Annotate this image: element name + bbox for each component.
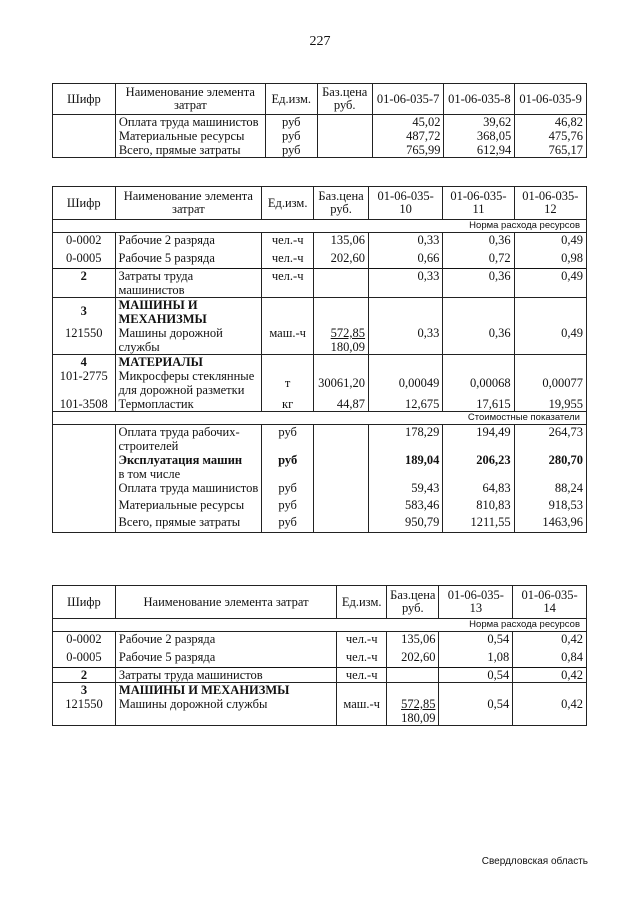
table-row: 2 Затраты труда машинистов чел.-ч 0,33 0,36 0,49 — [53, 269, 587, 298]
header-col-2: 01-06-035-14 — [513, 586, 587, 619]
table-row: 0-0002 Рабочие 2 разряда чел.-ч 135,06 0,54 0,42 — [53, 632, 587, 650]
table-row: 2 Затраты труда машинистов чел.-ч 0,54 0,42 — [53, 668, 587, 683]
header-price: Баз.цена руб. — [317, 84, 372, 115]
cost-table-1 — [52, 83, 587, 158]
header-code: Шифр — [53, 586, 116, 619]
section-row: 4 МАТЕРИАЛЫ — [53, 355, 587, 370]
row-name: Всего, прямые затраты — [115, 143, 265, 158]
header-unit: Ед.изм. — [337, 586, 387, 619]
table-row: Оплата труда машинистов руб 59,43 64,83 88,24 — [53, 481, 587, 498]
header-name: Наименование элемента затрат — [115, 586, 336, 619]
header-col-3: 01-06-035-9 — [515, 84, 587, 115]
table-row: Всего, прямые затраты руб 950,79 1211,55 1463,96 — [53, 515, 587, 532]
table-row: 121550 Машины дорожной службы маш.-ч 572,85 180,09 0,54 0,42 — [53, 697, 587, 726]
header-price: Баз.цена руб. — [314, 187, 369, 220]
header-col-1: 01-06-035-10 — [369, 187, 443, 220]
table-row: 101-2775 Микросферы стеклянные для дорожной разметки т 30061,20 0,00049 0,00068 0,00077 — [53, 369, 587, 397]
header-price: Баз.цена руб. — [387, 586, 439, 619]
header-col-2: 01-06-035-8 — [444, 84, 515, 115]
header-name: Наименование элемента затрат — [115, 84, 265, 115]
table-row: 0-0005 Рабочие 5 разряда чел.-ч 202,60 1,08 0,84 — [53, 650, 587, 668]
table-row: Оплата труда рабочих-строителей руб 178,29 194,49 264,73 — [53, 425, 587, 454]
table-row: Материальные ресурсы руб 487,72 368,05 475,76 — [53, 129, 587, 143]
table-row: 101-3508 Термопластик кг 44,87 12,675 17,615 19,955 — [53, 397, 587, 412]
norm-label: Норма расхода ресурсов — [53, 619, 587, 632]
table-row: 121550 Машины дорожной службы маш.-ч 572,85 180,09 0,33 0,36 0,49 — [53, 326, 587, 355]
table-row: Всего, прямые затраты руб 765,99 612,94 765,17 — [53, 143, 587, 158]
footer-region: Свердловская область — [481, 856, 588, 867]
header-unit: Ед.изм. — [262, 187, 314, 220]
header-code: Шифр — [53, 187, 116, 220]
row-name: Материальные ресурсы — [115, 129, 265, 143]
section-row: 3 МАШИНЫ И МЕХАНИЗМЫ — [53, 683, 587, 698]
header-col-1: 01-06-035-7 — [372, 84, 444, 115]
cost-table-3 — [52, 585, 587, 726]
cost-table-2 — [52, 186, 587, 533]
table-row: 0-0005 Рабочие 5 разряда чел.-ч 202,60 0,66 0,72 0,98 — [53, 251, 587, 269]
header-col-2: 01-06-035-11 — [443, 187, 514, 220]
table-row: Эксплуатация машин в том числе руб 189,04 206,23 280,70 — [53, 453, 587, 481]
cost-label: Стоимостные показатели — [53, 412, 587, 425]
row-name: Оплата труда машинистов — [115, 115, 265, 130]
table-row: 0-0002 Рабочие 2 разряда чел.-ч 135,06 0,33 0,36 0,49 — [53, 233, 587, 251]
header-col-1: 01-06-035-13 — [439, 586, 513, 619]
header-col-3: 01-06-035-12 — [514, 187, 586, 220]
table-row: Оплата труда машинистов руб 45,02 39,62 46,82 — [53, 115, 587, 130]
header-code: Шифр — [53, 84, 116, 115]
norm-label: Норма расхода ресурсов — [53, 220, 587, 233]
header-unit: Ед.изм. — [265, 84, 317, 115]
section-row: 3 МАШИНЫ И МЕХАНИЗМЫ — [53, 298, 587, 327]
page-number: 227 — [309, 34, 331, 49]
header-name: Наименование элемента затрат — [115, 187, 262, 220]
table-row: Материальные ресурсы руб 583,46 810,83 918,53 — [53, 498, 587, 515]
